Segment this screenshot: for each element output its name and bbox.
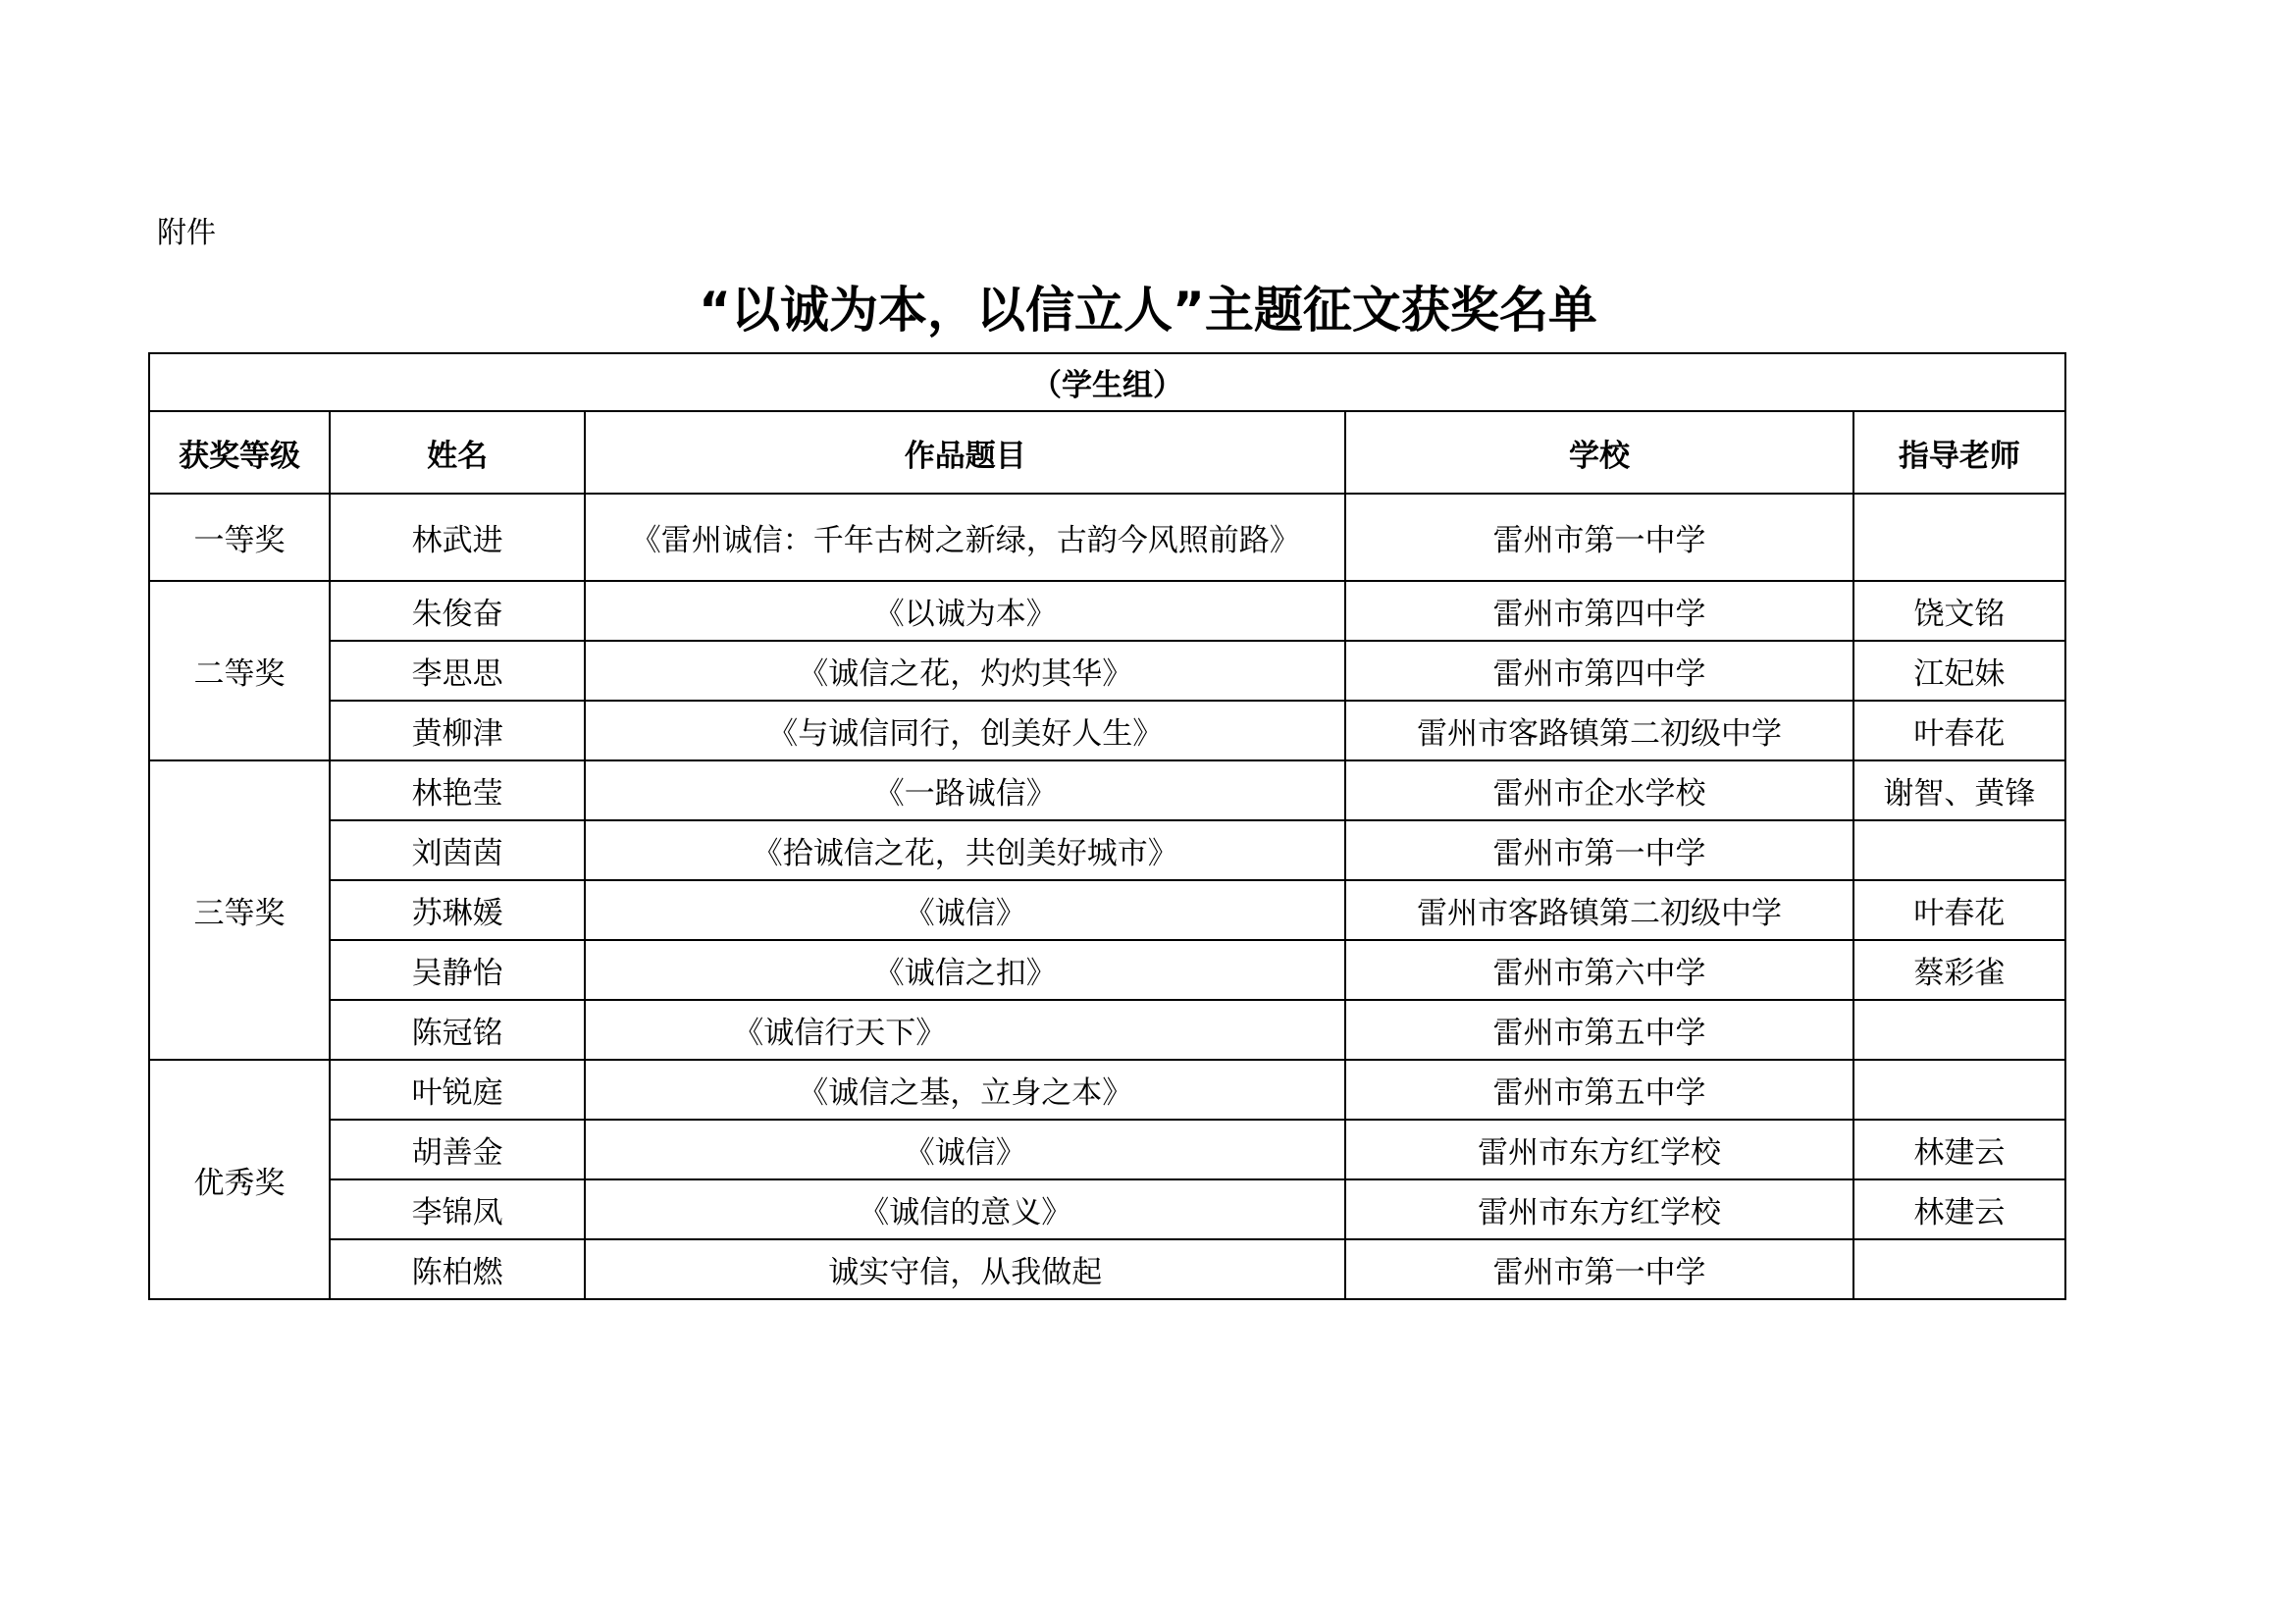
school-cell: 雷州市客路镇第二初级中学 bbox=[1345, 880, 1853, 940]
table-row bbox=[149, 581, 2065, 641]
school-cell: 雷州市第六中学 bbox=[1345, 940, 1853, 1000]
teacher-cell: 林建云 bbox=[1853, 1120, 2065, 1179]
award-level-cell: 优秀奖 bbox=[149, 1060, 330, 1299]
work-title-cell: 《与诚信同行，创美好人生》 bbox=[585, 701, 1345, 760]
column-header-teacher: 指导老师 bbox=[1853, 411, 2065, 494]
school-cell: 雷州市东方红学校 bbox=[1345, 1120, 1853, 1179]
group-label: （学生组） bbox=[149, 353, 2065, 411]
student-name-cell: 李锦凤 bbox=[330, 1179, 585, 1239]
teacher-cell bbox=[1853, 1239, 2065, 1299]
teacher-cell: 蔡彩雀 bbox=[1853, 940, 2065, 1000]
column-header-level: 获奖等级 bbox=[149, 411, 330, 494]
table-row bbox=[149, 494, 2065, 581]
table-row bbox=[149, 1060, 2065, 1120]
student-name-cell: 苏琳媛 bbox=[330, 880, 585, 940]
school-cell: 雷州市第四中学 bbox=[1345, 581, 1853, 641]
award-list-table bbox=[148, 352, 2066, 1300]
award-level-cell: 二等奖 bbox=[149, 581, 330, 760]
school-cell: 雷州市第一中学 bbox=[1345, 1239, 1853, 1299]
work-title-cell: 《诚信》 bbox=[585, 1120, 1345, 1179]
column-header-school: 学校 bbox=[1345, 411, 1853, 494]
teacher-cell bbox=[1853, 820, 2065, 880]
table-row bbox=[149, 641, 2065, 701]
work-title-cell: 《诚信之花，灼灼其华》 bbox=[585, 641, 1345, 701]
student-name-cell: 李思思 bbox=[330, 641, 585, 701]
school-cell: 雷州市第四中学 bbox=[1345, 641, 1853, 701]
table-header-row bbox=[149, 411, 2065, 494]
school-cell: 雷州市第一中学 bbox=[1345, 820, 1853, 880]
work-title-cell: 《以诚为本》 bbox=[585, 581, 1345, 641]
work-title-cell: 《雷州诚信：千年古树之新绿，古韵今风照前路》 bbox=[585, 494, 1345, 581]
table-row bbox=[149, 1179, 2065, 1239]
student-name-cell: 朱俊奋 bbox=[330, 581, 585, 641]
teacher-cell: 叶春花 bbox=[1853, 701, 2065, 760]
document-title: “以诚为本，以信立人”主题征文获奖名单 bbox=[699, 282, 1597, 339]
teacher-cell: 林建云 bbox=[1853, 1179, 2065, 1239]
work-title-cell: 《诚信的意义》 bbox=[585, 1179, 1345, 1239]
teacher-cell bbox=[1853, 1060, 2065, 1120]
work-title-cell: 诚实守信，从我做起 bbox=[585, 1239, 1345, 1299]
student-name-cell: 黄柳津 bbox=[330, 701, 585, 760]
student-name-cell: 吴静怡 bbox=[330, 940, 585, 1000]
student-name-cell: 林武进 bbox=[330, 494, 585, 581]
group-row bbox=[149, 353, 2065, 411]
work-title-cell: 《诚信之基，立身之本》 bbox=[585, 1060, 1345, 1120]
teacher-cell: 叶春花 bbox=[1853, 880, 2065, 940]
table-row bbox=[149, 1239, 2065, 1299]
work-title-cell: 《诚信之扣》 bbox=[585, 940, 1345, 1000]
work-title-cell: 《诚信》 bbox=[585, 880, 1345, 940]
table-row bbox=[149, 1120, 2065, 1179]
teacher-cell: 饶文铭 bbox=[1853, 581, 2065, 641]
table-row bbox=[149, 880, 2065, 940]
award-level-cell: 三等奖 bbox=[149, 760, 330, 1060]
table-row bbox=[149, 940, 2065, 1000]
column-header-title: 作品题目 bbox=[585, 411, 1345, 494]
work-title-cell: 《拾诚信之花，共创美好城市》 bbox=[585, 820, 1345, 880]
school-cell: 雷州市东方红学校 bbox=[1345, 1179, 1853, 1239]
student-name-cell: 陈冠铭 bbox=[330, 1000, 585, 1060]
teacher-cell: 江妃妹 bbox=[1853, 641, 2065, 701]
table-row bbox=[149, 1000, 2065, 1060]
table-row bbox=[149, 760, 2065, 820]
school-cell: 雷州市第五中学 bbox=[1345, 1060, 1853, 1120]
student-name-cell: 陈柏燃 bbox=[330, 1239, 585, 1299]
school-cell: 雷州市第一中学 bbox=[1345, 494, 1853, 581]
student-name-cell: 叶锐庭 bbox=[330, 1060, 585, 1120]
school-cell: 雷州市客路镇第二初级中学 bbox=[1345, 701, 1853, 760]
column-header-name: 姓名 bbox=[330, 411, 585, 494]
work-title-cell: 《一路诚信》 bbox=[585, 760, 1345, 820]
student-name-cell: 刘茵茵 bbox=[330, 820, 585, 880]
attachment-label: 附件 bbox=[157, 216, 216, 250]
teacher-cell bbox=[1853, 1000, 2065, 1060]
teacher-cell: 谢智、黄锋 bbox=[1853, 760, 2065, 820]
award-level-cell: 一等奖 bbox=[149, 494, 330, 581]
student-name-cell: 胡善金 bbox=[330, 1120, 585, 1179]
school-cell: 雷州市第五中学 bbox=[1345, 1000, 1853, 1060]
table-row bbox=[149, 820, 2065, 880]
teacher-cell bbox=[1853, 494, 2065, 581]
student-name-cell: 林艳莹 bbox=[330, 760, 585, 820]
school-cell: 雷州市企水学校 bbox=[1345, 760, 1853, 820]
table-row bbox=[149, 701, 2065, 760]
work-title-cell: 《诚信行天下》 bbox=[585, 1000, 1345, 1060]
